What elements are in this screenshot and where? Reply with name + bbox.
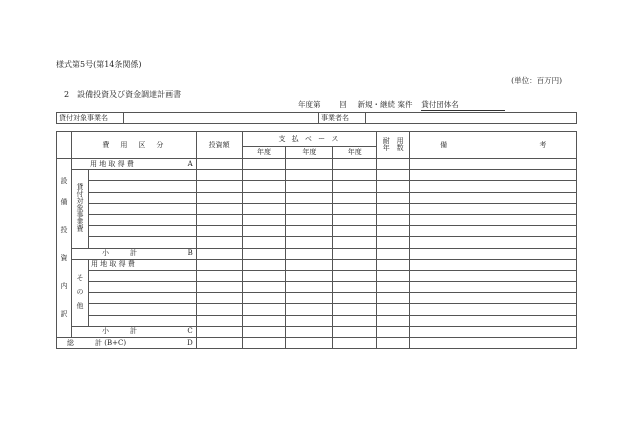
investment-table [56, 131, 577, 349]
operator-label: 事業者名 [319, 113, 366, 124]
investment-header: 投資額 [196, 132, 242, 159]
subtotal-c-row: 小 計 C [71, 326, 196, 337]
expense-header: 費 用 区 分 [71, 132, 196, 159]
life-header: 耐 用 年 数 [377, 132, 410, 159]
remarks-header: 備 考 [410, 132, 577, 159]
year-col-2: 年度 [286, 147, 333, 159]
year-col-1: 年度 [242, 147, 286, 159]
type-label: 新規・継続 [357, 100, 396, 109]
land-c-row: 用 地 取 得 費 [88, 259, 196, 270]
year-col-3: 年度 [333, 147, 377, 159]
subtotal-b-row: 小 計 B [71, 248, 196, 259]
case-label: 案件 [397, 100, 413, 109]
year-label: 年度第 [298, 100, 321, 109]
side-label: 設 備 投 資 内 訳 [57, 159, 72, 338]
group-label: 貸付団体名 [421, 99, 505, 111]
form-number: 様式第5号(第14条関係) [56, 60, 142, 69]
target-row [56, 112, 577, 124]
unit-note: (単位：百万円) [511, 76, 562, 85]
target-field[interactable] [124, 113, 319, 124]
payment-header: 支 払 ベ ー ス [242, 132, 377, 147]
section-title: 2 設備投資及び資金調達計画書 [64, 90, 182, 99]
land-a-row: 用 地 取 得 費 A [71, 159, 196, 170]
total-row: 総 計 (B+C) D [57, 338, 197, 349]
meta-line [298, 99, 505, 111]
operator-field[interactable] [366, 113, 577, 124]
times-label: 回 [339, 100, 347, 109]
target-group-label: 貸 付 対 象 事 業 費 [71, 170, 88, 248]
target-label: 貸付対象事業名 [57, 113, 124, 124]
other-group-label: そ の 他 [71, 259, 88, 326]
